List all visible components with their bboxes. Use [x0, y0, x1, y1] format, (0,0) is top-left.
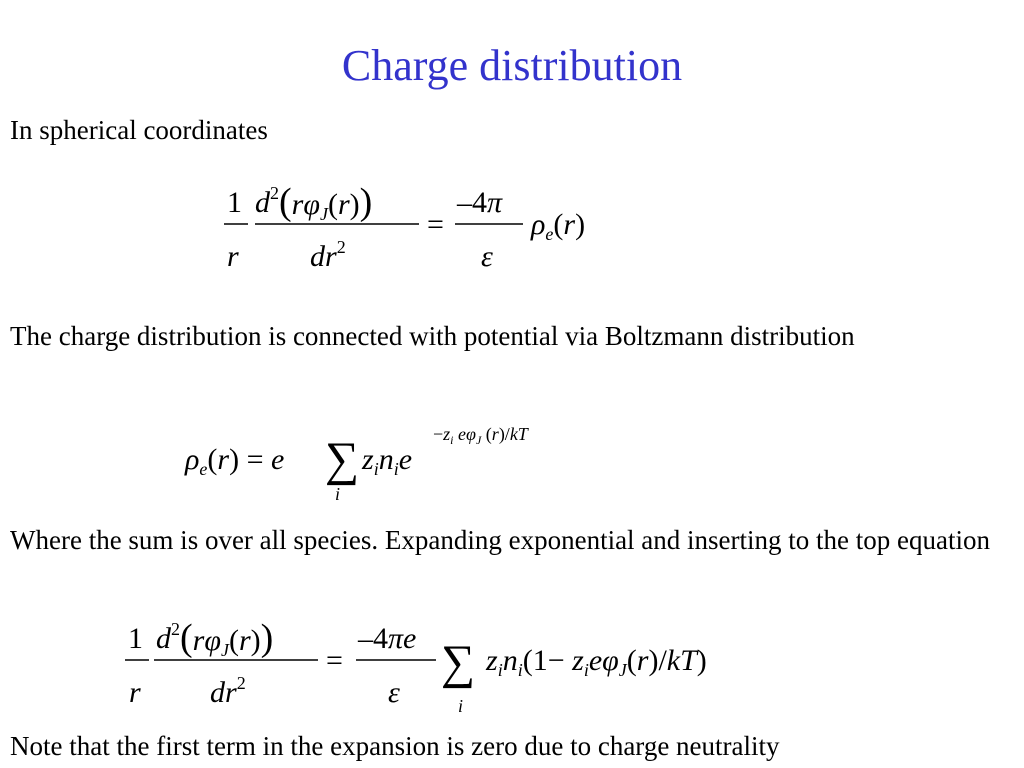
- eq3-lhs-denominator: $dr^2$: [210, 673, 246, 709]
- paragraph-boltzmann: The charge distribution is connected with potential via Boltzmann distribution: [10, 321, 855, 351]
- eq1-equals: =: [427, 208, 444, 241]
- eq1-lhs-numerator: $d^2(r\varphi_J(r))$: [255, 181, 373, 224]
- eq3-lhs-numerator: $d^2(r\varphi_J(r))$: [156, 617, 274, 660]
- eq2-exponent: $-z_i$ $e\varphi_J$ (r)/kT: [433, 424, 528, 447]
- eq3-prefactor-numerator: 1: [128, 622, 143, 655]
- equation-linearized: [118, 608, 818, 720]
- eq3-rhs-numerator: –4πe: [358, 622, 417, 655]
- eq1-rhs-factor: $\rho_e(r)$: [531, 208, 586, 244]
- eq1-rhs-denominator: ε: [481, 240, 493, 273]
- eq2-summand: $z_in_ie$: [362, 443, 413, 479]
- equation-boltzmann-charge: [180, 415, 600, 510]
- eq2-sum-index: i: [335, 484, 341, 504]
- eq3-prefactor-denominator: r: [129, 676, 141, 709]
- eq2-lhs: $\rho_e(r) = e$: [185, 443, 285, 479]
- eq3-rhs-denominator: ε: [388, 676, 400, 709]
- equation-poisson-spherical: [215, 168, 635, 283]
- eq3-sum-symbol: ∑: [441, 636, 476, 689]
- slide-title: Charge distribution: [341, 41, 683, 90]
- paragraph-expanding: Where the sum is over all species. Expanding exponential and inserting to the top equation: [10, 525, 990, 555]
- eq2-sum-symbol: ∑: [325, 433, 360, 486]
- paragraph-charge-neutrality: Note that the first term in the expansion is zero due to charge neutrality: [10, 731, 780, 761]
- eq1-rhs-numerator: –4π: [457, 186, 503, 219]
- eq1-lhs-denominator: $dr^2$: [310, 237, 346, 273]
- eq3-sum-index: i: [458, 696, 464, 716]
- eq1-prefactor-denominator: r: [227, 240, 239, 273]
- eq1-prefactor-numerator: 1: [227, 186, 242, 219]
- eq3-equals: =: [326, 644, 343, 677]
- paragraph-spherical-coordinates: In spherical coordinates: [10, 115, 268, 145]
- eq3-summand: $z_in_i(1- z_ie\varphi_J(r)/kT)$: [486, 644, 707, 680]
